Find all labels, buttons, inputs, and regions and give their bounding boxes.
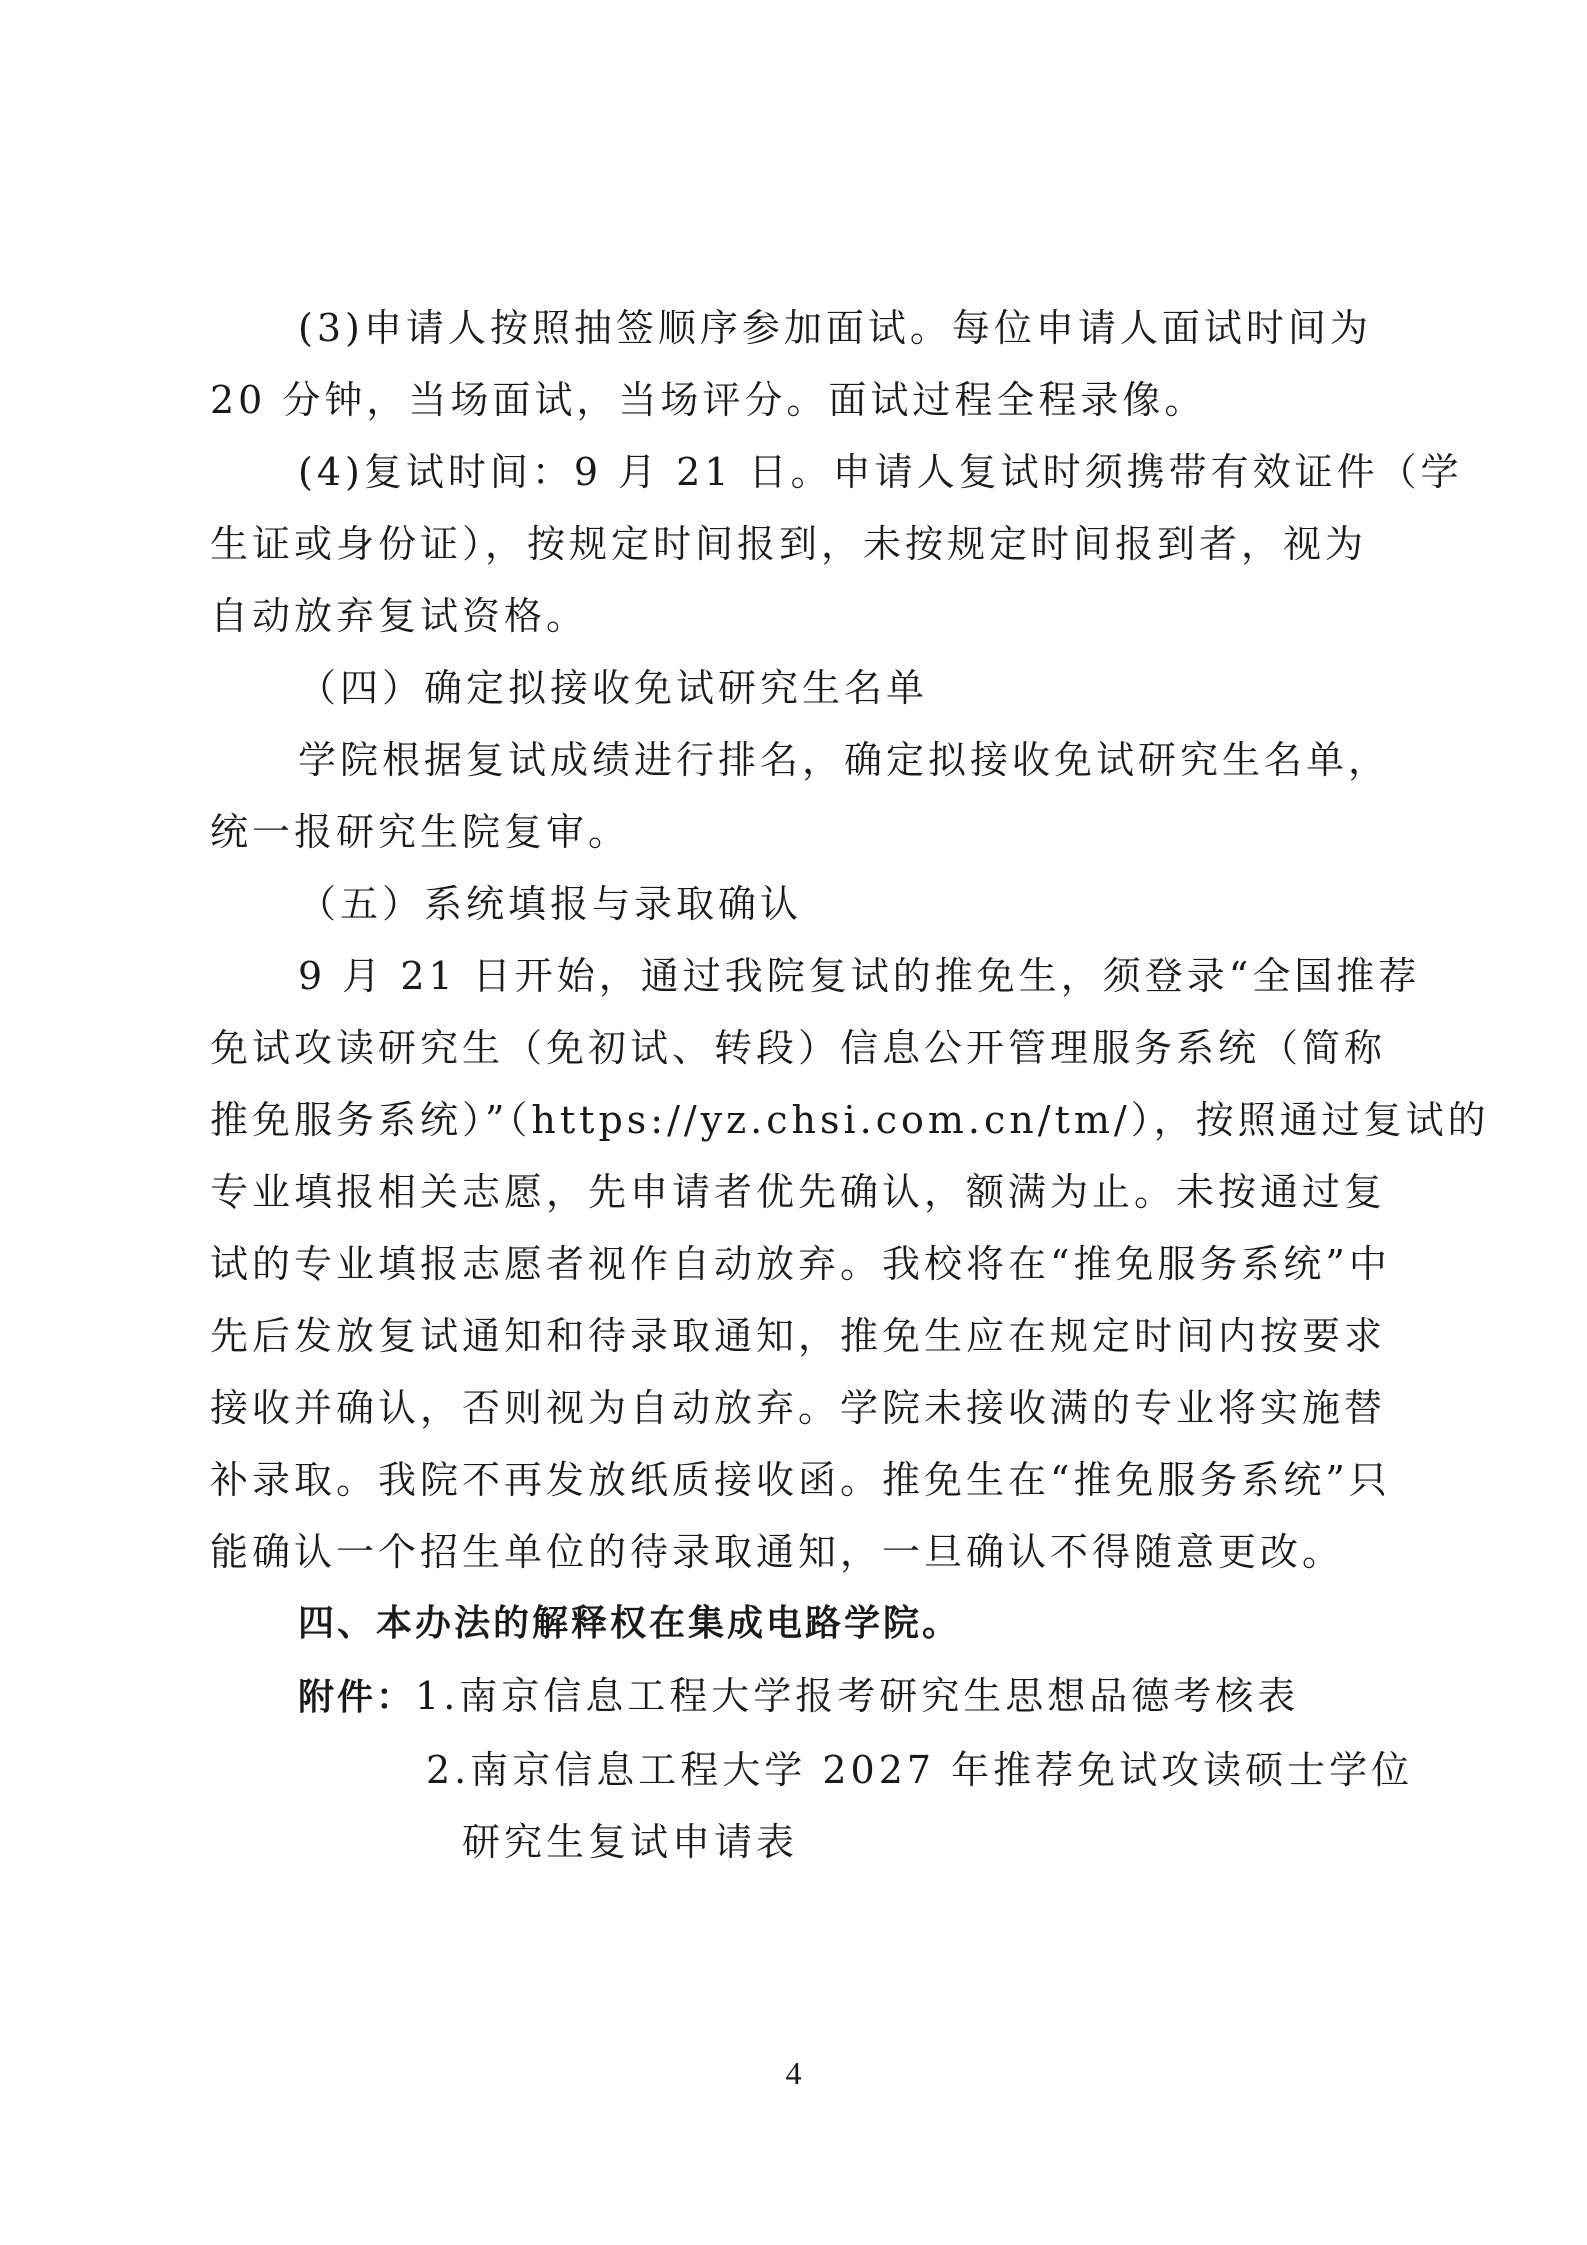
text-line: 9 月 21 日开始，通过我院复试的推免生，须登录“全国推荐 xyxy=(298,954,1421,998)
text-line: 自动放弃复试资格。 xyxy=(210,594,589,638)
text-line: 20 分钟，当场面试，当场评分。面试过程全程录像。 xyxy=(210,378,1207,422)
attachment-item-2-continued: 研究生复试申请表 xyxy=(462,1820,799,1864)
text-line: (3)申请人按照抽签顺序参加面试。每位申请人面试时间为 xyxy=(298,306,1372,350)
attachment-item-2: 2.南京信息工程大学 2027 年推荐免试攻读硕士学位 xyxy=(426,1748,1414,1792)
paragraph-system-registration xyxy=(210,940,1490,1588)
paragraph-interview-order xyxy=(210,292,1382,436)
section-heading-4: （四）确定拟接收免试研究生名单 xyxy=(298,666,929,710)
text-line: 免试攻读研究生（免初试、转段）信息公开管理服务系统（简称 xyxy=(210,1026,1387,1070)
section-heading-5: （五）系统填报与录取确认 xyxy=(298,882,803,926)
document-body xyxy=(210,292,1490,1878)
attachments-label: 附件： xyxy=(298,1677,416,1718)
text-line: 接收并确认，否则视为自动放弃。学院未接收满的专业将实施替 xyxy=(210,1386,1387,1430)
section-heading-interpretation: 四、本办法的解释权在集成电路学院。 xyxy=(298,1603,962,1644)
text-line: 补录取。我院不再发放纸质接收函。推免生在“推免服务系统”只 xyxy=(210,1458,1391,1502)
text-line: 统一报研究生院复审。 xyxy=(210,810,631,854)
page-number: 4 xyxy=(785,2055,802,2091)
text-line: 能确认一个招生单位的待录取通知，一旦确认不得随意更改。 xyxy=(210,1530,1345,1574)
text-line: 试的专业填报志愿者视作自动放弃。我校将在“推免服务系统”中 xyxy=(210,1242,1391,1286)
text-line: 学院根据复试成绩进行排名，确定拟接收免试研究生名单， xyxy=(298,738,1391,782)
paragraph-retest-time xyxy=(210,436,1463,652)
text-line: 先后发放复试通知和待录取通知，推免生应在规定时间内按要求 xyxy=(210,1314,1387,1358)
text-line: (4)复试时间：9 月 21 日。申请人复试时须携带有效证件（学 xyxy=(298,450,1463,494)
attachment-item-1: 1.南京信息工程大学报考研究生思想品德考核表 xyxy=(415,1674,1300,1718)
text-line: 推免服务系统）”（https://yz.chsi.com.cn/tm/），按照通过复试的 xyxy=(210,1098,1490,1142)
paragraph-ranking xyxy=(210,724,1391,868)
text-line: 生证或身份证），按规定时间报到，未按规定时间报到者，视为 xyxy=(210,522,1368,566)
attachments-block xyxy=(210,1660,1414,1878)
text-line: 专业填报相关志愿，先申请者优先确认，额满为止。未按通过复 xyxy=(210,1170,1387,1214)
